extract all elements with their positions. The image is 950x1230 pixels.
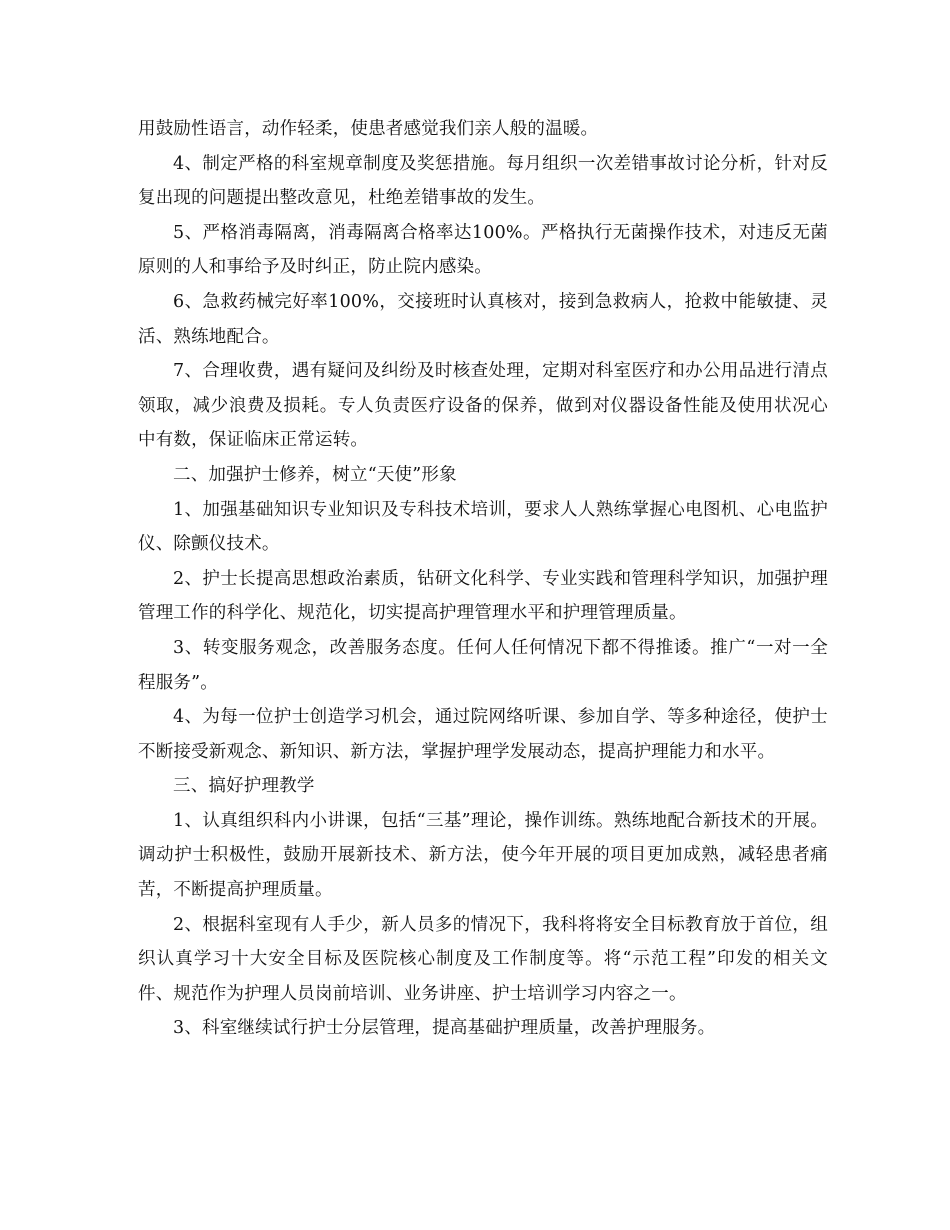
paragraph: 用鼓励性语言，动作轻柔，使患者感觉我们亲人般的温暖。 xyxy=(138,119,599,139)
document-body xyxy=(138,112,828,1046)
paragraph: 1、加强基础知识专业知识及专科技术培训，要求人人熟练掌握心电图机、心电监护仪、除颤仪技术。 xyxy=(138,499,828,555)
paragraph: 3、转变服务观念，改善服务态度。任何人任何情况下都不得推诿。推广“一对一全程服务”。 xyxy=(138,637,828,693)
paragraph: 4、制定严格的科室规章制度及奖惩措施。每月组织一次差错事故讨论分析，针对反复出现的问题提出整改意见，杜绝差错事故的发生。 xyxy=(138,153,828,209)
paragraph: 5、严格消毒隔离，消毒隔离合格率达100%。严格执行无菌操作技术，对违反无菌原则的人和事给予及时纠正，防止院内感染。 xyxy=(138,222,828,278)
paragraph: 4、为每一位护士创造学习机会，通过院网络听课、参加自学、等多种途径，使护士不断接受新观念、新知识、新方法，掌握护理学发展动态，提高护理能力和水平。 xyxy=(138,707,828,762)
paragraph: 6、急救药械完好率100%，交接班时认真核对，接到急救病人，抢救中能敏捷、灵活、熟练地配合。 xyxy=(138,291,828,347)
section-heading: 二、加强护士修养，树立“天使”形象 xyxy=(173,464,457,485)
paragraph: 3、科室继续试行护士分层管理，提高基础护理质量，改善护理服务。 xyxy=(173,1018,716,1039)
paragraph: 2、根据科室现有人手少，新人员多的情况下，我科将将安全目标教育放于首位，组织认真学习十大安全目标及医院核心制度及工作制度等。将“示范工程”印发的相关文件、规范作为护理人员岗前培训、业务讲座、护士培训学习内容之一。 xyxy=(138,914,828,1004)
paragraph: 2、护士长提高思想政治素质，钻研文化科学、专业实践和管理科学知识，加强护理管理工作的科学化、规范化，切实提高护理管理水平和护理管理质量。 xyxy=(138,568,828,624)
paragraph: 7、合理收费，遇有疑问及纠纷及时核查处理，定期对科室医疗和办公用品进行清点领取，减少浪费及损耗。专人负责医疗设备的保养，做到对仪器设备性能及使用状况心中有数，保证临床正常运转。 xyxy=(138,361,828,451)
section-heading: 三、搞好护理教学 xyxy=(173,776,315,797)
paragraph: 1、认真组织科内小讲课，包括“三基”理论，操作训练。熟练地配合新技术的开展。调动护士积极性，鼓励开展新技术、新方法，使今年开展的项目更加成熟，减轻患者痛苦，不断提高护理质量。 xyxy=(138,810,828,901)
